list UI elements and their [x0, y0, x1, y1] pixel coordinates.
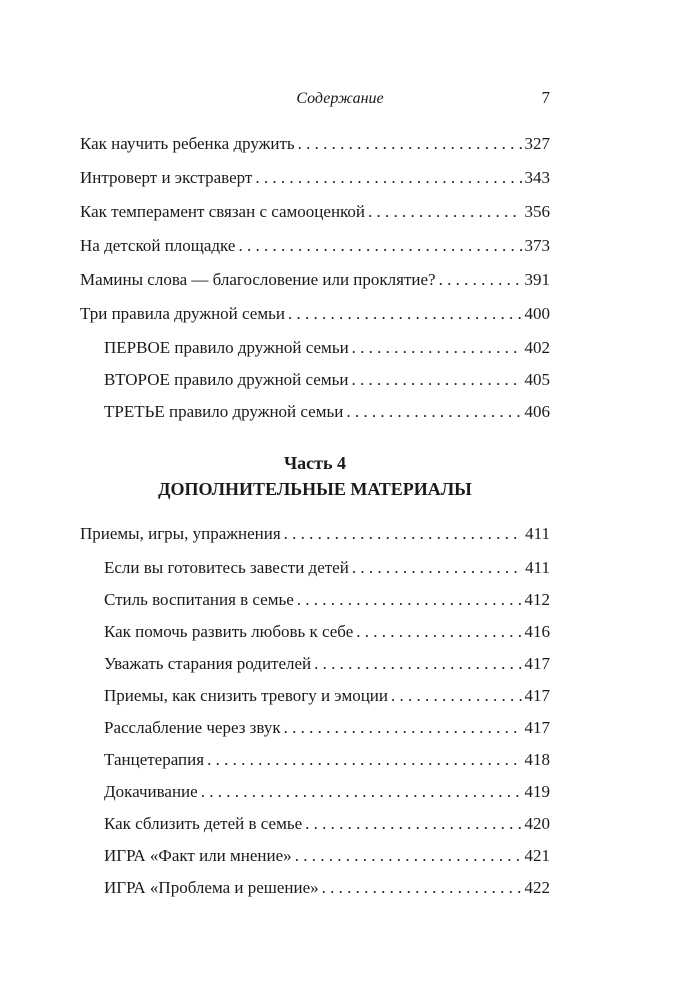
table-of-contents [80, 134, 550, 910]
toc-entry-title: Как научить ребенка дружить [80, 134, 295, 153]
page-number: 7 [541, 88, 550, 107]
toc-entry-title: Как помочь развить любовь к себе [104, 622, 354, 641]
toc-entry [80, 558, 550, 590]
toc-entry [80, 814, 550, 846]
toc-leader-dots [255, 168, 521, 188]
toc-leader-dots [297, 590, 522, 610]
toc-entry-title: ИГРА «Проблема и решение» [104, 878, 319, 897]
toc-entry [80, 524, 550, 558]
toc-leader-dots [238, 236, 521, 256]
toc-entry-page: 406 [524, 402, 550, 421]
toc-entry-title: ПЕРВОЕ правило дружной семьи [104, 338, 349, 357]
toc-entry-page: 402 [524, 338, 550, 357]
toc-entry-page: 412 [524, 590, 550, 609]
toc-entry-title: Как темперамент связан с самооценкой [80, 202, 366, 221]
running-header-title: Содержание [296, 90, 384, 107]
toc-leader-dots [439, 270, 522, 290]
toc-leader-dots [356, 622, 521, 642]
toc-entry-title: ИГРА «Факт или мнение» [104, 846, 292, 865]
toc-entry-title: Как сблизить детей в семье [104, 814, 303, 833]
toc-entry-page: 417 [524, 686, 550, 705]
toc-entry [80, 878, 550, 910]
toc-entry-title: Интроверт и экстраверт [80, 168, 253, 187]
part-title: ДОПОЛНИТЕЛЬНЫЕ МАТЕРИАЛЫ [158, 479, 472, 499]
toc-entry-page: 400 [524, 304, 550, 323]
toc-entry-title: Приемы, как снизить тревогу и эмоции [104, 686, 389, 705]
toc-section-bottom [80, 524, 550, 910]
toc-entry [80, 304, 550, 338]
toc-leader-dots [314, 654, 521, 674]
toc-entry [80, 686, 550, 718]
toc-entry-page: 417 [524, 718, 550, 737]
toc-entry-title: Докачивание [104, 782, 198, 801]
toc-entry [80, 236, 550, 270]
toc-leader-dots [352, 338, 522, 358]
toc-entry [80, 338, 550, 370]
toc-leader-dots [284, 524, 522, 544]
toc-entry-page: 419 [524, 782, 550, 801]
toc-entry-title: Стиль воспитания в семье [104, 590, 294, 609]
toc-section-top [80, 134, 550, 434]
toc-entry-page: 356 [524, 202, 550, 221]
toc-entry-page: 420 [524, 814, 550, 833]
toc-entry [80, 134, 550, 168]
toc-entry-title: ТРЕТЬЕ правило дружной семьи [104, 402, 344, 421]
part-label: Часть 4 [283, 453, 347, 473]
toc-entry-title: Уважать старания родителей [104, 654, 312, 673]
toc-entry [80, 402, 550, 434]
part-heading [80, 450, 550, 502]
toc-entry [80, 782, 550, 814]
toc-entry-page: 343 [524, 168, 550, 187]
toc-entry [80, 718, 550, 750]
toc-entry [80, 750, 550, 782]
toc-entry [80, 846, 550, 878]
toc-entry-page: 373 [524, 236, 550, 255]
toc-leader-dots [322, 878, 522, 898]
toc-entry-page: 417 [524, 654, 550, 673]
toc-entry [80, 202, 550, 236]
toc-leader-dots [352, 558, 522, 578]
toc-entry [80, 654, 550, 686]
toc-entry-page: 418 [524, 750, 550, 769]
toc-entry [80, 168, 550, 202]
toc-leader-dots [346, 402, 521, 422]
toc-entry [80, 270, 550, 304]
toc-entry-page: 411 [525, 558, 550, 577]
toc-leader-dots [201, 782, 522, 802]
toc-entry [80, 370, 550, 402]
toc-entry-page: 391 [524, 270, 550, 289]
toc-entry-title: Мамины слова — благословение или проклятие? [80, 270, 436, 289]
toc-entry-title: Три правила дружной семьи [80, 304, 285, 323]
toc-entry-page: 411 [525, 524, 550, 543]
toc-entry-page: 422 [524, 878, 550, 897]
toc-entry-page: 421 [524, 846, 550, 865]
toc-leader-dots [298, 134, 522, 154]
toc-entry [80, 622, 550, 654]
toc-entry-page: 405 [524, 370, 550, 389]
toc-entry [80, 590, 550, 622]
toc-leader-dots [305, 814, 521, 834]
toc-entry-title: ВТОРОЕ правило дружной семьи [104, 370, 349, 389]
toc-entry-page: 327 [524, 134, 550, 153]
toc-leader-dots [207, 750, 521, 770]
toc-entry-page: 416 [524, 622, 550, 641]
toc-leader-dots [288, 304, 522, 324]
toc-leader-dots [368, 202, 521, 222]
toc-leader-dots [391, 686, 521, 706]
toc-entry-title: Расслабление через звук [104, 718, 281, 737]
toc-entry-title: На детской площадке [80, 236, 236, 255]
toc-entry-title: Если вы готовитесь завести детей [104, 558, 349, 577]
toc-entry-title: Танцетерапия [104, 750, 205, 769]
toc-leader-dots [284, 718, 522, 738]
toc-entry-title: Приемы, игры, упражнения [80, 524, 281, 543]
toc-leader-dots [295, 846, 522, 866]
toc-leader-dots [351, 370, 521, 390]
